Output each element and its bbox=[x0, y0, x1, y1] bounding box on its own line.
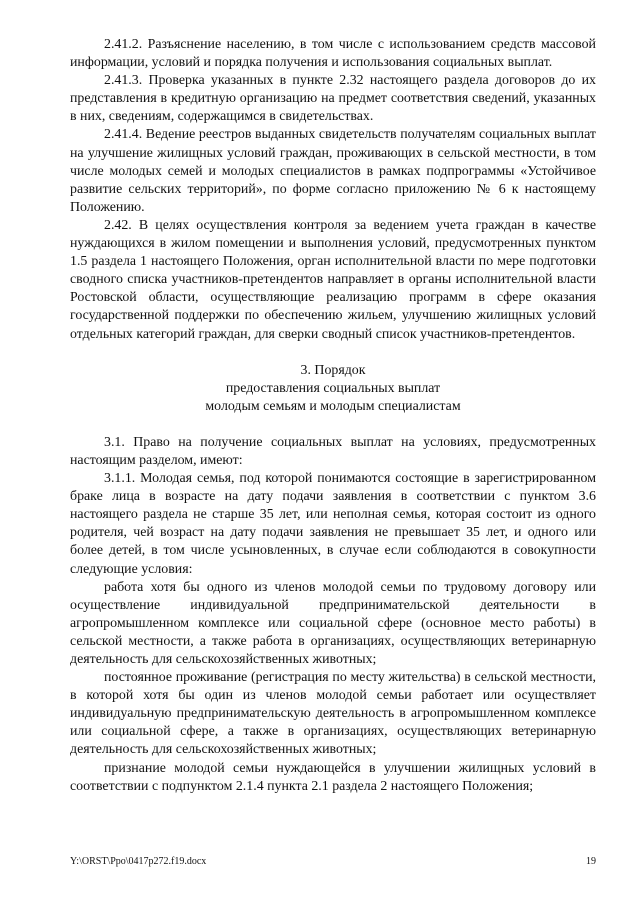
paragraph-3-1: 3.1. Право на получение социальных выплат на условиях, предусмотренных настоящим разделом, имеют: bbox=[70, 434, 596, 468]
section-heading-line1: 3. Порядок bbox=[300, 362, 366, 378]
section-heading-line2: предоставления социальных выплат bbox=[225, 380, 441, 396]
section-heading-line3: молодым семьям и молодым специалистам bbox=[205, 398, 461, 414]
paragraph-2-42: 2.42. В целях осуществления контроля за ведением учета граждан в качестве нуждающихся в жилом помещении и выполнения условий, предусмотренных пунктом 1.5 раздела 1 настоящего Положения, орган исполнительной власти по мере подготовки сводного списка участников-претендентов направляет в органы исполнительной власти Ростовской области, осуществляющие реализацию программ в сфере оказания государственной поддержки по обеспечению жильем, улучшению жилищных условий отдельных категорий граждан, для сверки сводный список участников-претендентов. bbox=[70, 217, 596, 342]
condition-residence: постоянное проживание (регистрация по месту жительства) в сельской местности, в которой хотя бы один из членов молодой семьи работает или осуществляет индивидуальную предпринимательскую деятельность в агропромышленном комплексе или социальной сфере, а также в организациях, осуществляющих ветеринарную деятельность для сельскохозяйственных животных; bbox=[70, 670, 596, 758]
paragraph-2-41-2: 2.41.2. Разъяснение населению, в том числе с использованием средств массовой информации, условий и порядка получения и использования социальных выплат. bbox=[70, 37, 596, 71]
page-footer bbox=[70, 856, 596, 868]
footer-file-path: Y:\ORST\Ppo\0417p272.f19.docx bbox=[70, 856, 207, 867]
paragraph-3-1-1: 3.1.1. Молодая семья, под которой понимаются состоящие в зарегистрированном браке лица в возрасте на дату подачи заявления в соответствии с пунктом 3.6 настоящего раздела не старше 35 лет, или неполная семья, которая состоит из одного родителя, чей возраст на дату подачи заявления не превышает 35 лет, и одного или более детей, в том числе усыновленных, в случае если соблюдаются в совокупности следующие условия: bbox=[70, 471, 596, 577]
footer-page-number: 19 bbox=[586, 856, 596, 867]
condition-housing-need: признание молодой семьи нуждающейся в улучшении жилищных условий в соответствии с подпунктом 2.1.4 пункта 2.1 раздела 2 настоящего Положения; bbox=[70, 760, 596, 794]
section-3-heading bbox=[70, 362, 596, 416]
condition-work: работа хотя бы одного из членов молодой семьи по трудовому договору или осуществление индивидуальной предпринимательской деятельности в агропромышленном комплексе или социальной сфере (основное место работы) в сельской местности, а также работа в организациях, осуществляющих ветеринарную деятельность для сельскохозяйственных животных; bbox=[70, 579, 596, 667]
paragraph-2-41-4: 2.41.4. Ведение реестров выданных свидетельств получателям социальных выплат на улучшение жилищных условий граждан, проживающих в сельской местности, в том числе молодых семей и молодых специалистов в рамках подпрограммы «Устойчивое развитие сельских территорий», по форме согласно приложению № 6 к настоящему Положению. bbox=[70, 127, 596, 215]
document-page bbox=[70, 36, 596, 796]
paragraph-2-41-3: 2.41.3. Проверка указанных в пункте 2.32 настоящего раздела договоров до их представления в кредитную организацию на предмет соответствия сведений, указанных в них, сведениям, содержащимся в свидетельствах. bbox=[70, 73, 596, 125]
